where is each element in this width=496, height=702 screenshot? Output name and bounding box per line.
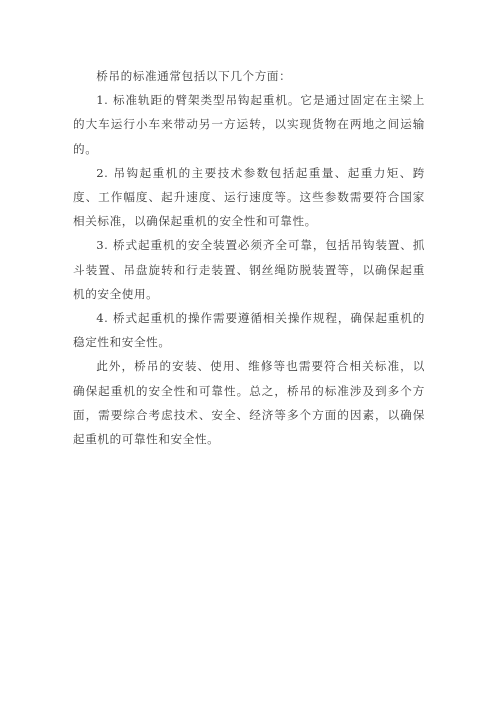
conclusion-paragraph: 此外，桥吊的安装、使用、维修等也需要符合相关标准，以确保起重机的安全性和可靠性。总之，桥吊的标准涉及到多个方面，需要综合考虑技术、安全、经济等多个方面的因素，以确保起重机的可靠性和安全性。 [73, 359, 425, 447]
item-3-paragraph: 3. 桥式起重机的安全装置必须齐全可靠，包括吊钩装置、抓斗装置、吊盘旋转和行走装置、钢丝绳防脱装置等，以确保起重机的安全使用。 [73, 238, 425, 301]
document-body [73, 64, 425, 451]
intro-paragraph: 桥吊的标准通常包括以下几个方面： [96, 69, 292, 83]
item-2-paragraph: 2. 吊钩起重机的主要技术参数包括起重量、起重力矩、跨度、工作幅度、起升速度、运行速度等。这些参数需要符合国家相关标准，以确保起重机的安全性和可靠性。 [73, 165, 425, 229]
item-1-paragraph: 1. 标准轨距的臂架类型吊钩起重机。它是通过固定在主梁上的大车运行小车来带动另一方运转，以实现货物在两地之间运输的。 [73, 93, 425, 156]
item-4-paragraph: 4. 桥式起重机的操作需要遵循相关操作规程，确保起重机的稳定性和安全性。 [73, 311, 425, 350]
